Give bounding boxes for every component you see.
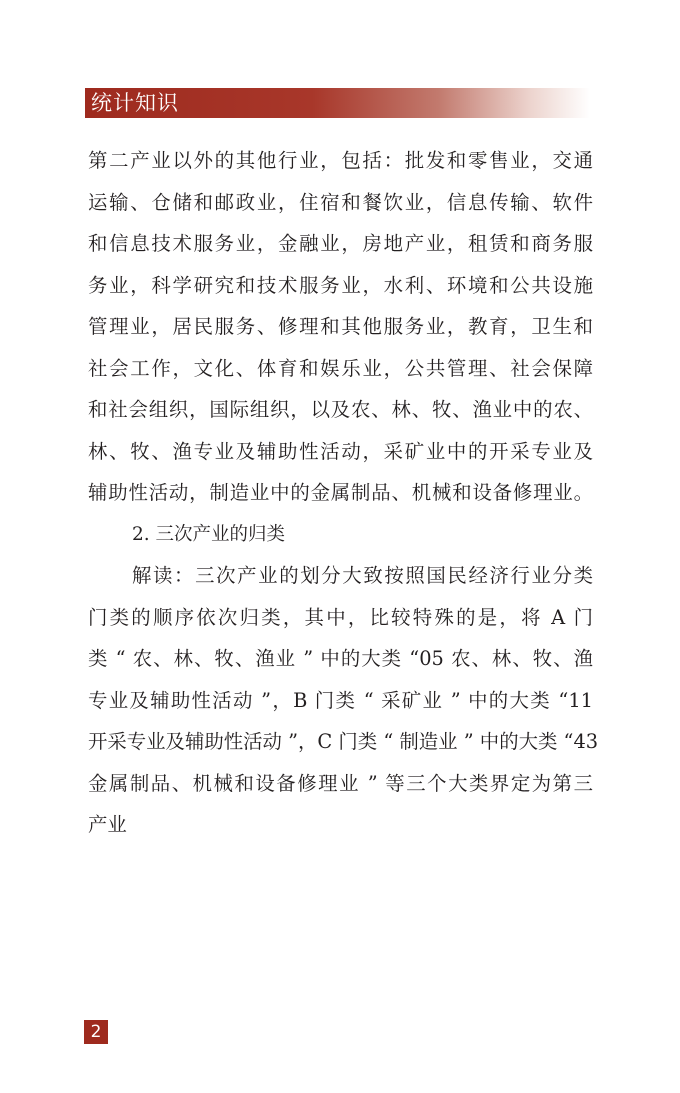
section-heading: 2. 三次产业的归类: [132, 523, 286, 545]
section-header-title: 统计知识: [91, 91, 179, 115]
text-line: 第二产业以外的其他行业，包括：批发和零售业，交通: [88, 149, 593, 172]
text-line: 产业: [88, 813, 127, 836]
text-line: 和信息技术服务业，金融业，房地产业，租赁和商务服: [88, 232, 593, 255]
page-number: 2: [84, 1020, 108, 1044]
body-text: [88, 140, 599, 846]
text-line: 社会工作，文化、体育和娱乐业，公共管理、社会保障: [88, 356, 593, 380]
section-header-bar: [85, 88, 590, 118]
text-line: 解读：三次产业的划分大致按照国民经济行业分类: [132, 564, 593, 587]
text-line: 务业，科学研究和技术服务业，水利、环境和公共设施: [88, 273, 593, 297]
text-line: 和社会组织，国际组织，以及农、林、牧、渔业中的农、: [88, 398, 593, 421]
text-line: 门类的顺序依次归类，其中，比较特殊的是，将 A 门: [88, 605, 593, 629]
text-line: 金属制品、机械和设备修理业 ” 等三个大类界定为第三: [88, 771, 593, 795]
text-line: 辅助性活动，制造业中的金属制品、机械和设备修理业。: [88, 481, 593, 504]
text-line: 专业及辅助性活动 ”，B 门类 “ 采矿业 ” 中的大类 “11: [88, 688, 593, 712]
text-line: 林、牧、渔专业及辅助性活动，采矿业中的开采专业及: [88, 439, 593, 463]
text-line: 类 “ 农、林、牧、渔业 ” 中的大类 “05 农、林、牧、渔: [88, 647, 593, 670]
text-line: 开采专业及辅助性活动 ”，C 门类 “ 制造业 ” 中的大类 “43: [88, 730, 599, 753]
text-line: 运输、仓储和邮政业，住宿和餐饮业，信息传输、软件: [88, 190, 593, 214]
text-line: 管理业，居民服务、修理和其他服务业，教育，卫生和: [88, 315, 593, 338]
